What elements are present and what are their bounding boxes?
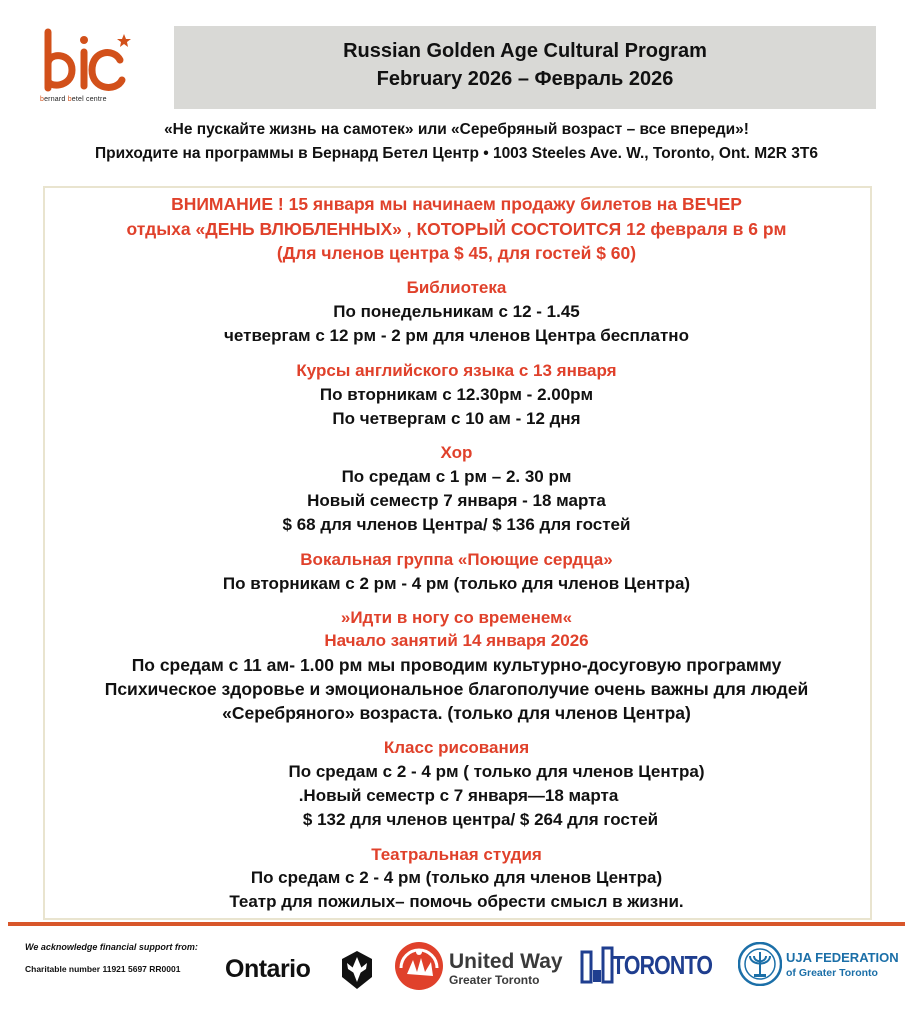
united-way-region: Greater Toronto (449, 973, 540, 987)
times-line-3: «Серебряного» возраста. (только для членов Центра) (222, 703, 691, 723)
page-title: Russian Golden Age Cultural Program (343, 40, 707, 62)
theatre-line-1: По средам с 2 - 4 pм (только для членов Центра) (250, 868, 663, 887)
attention-line-2: отдыха «ДЕНЬ ВЛЮБЛЕННЫХ» , КОТОРЫЙ СОСТОИТСЯ 12 февраля в 6 pм (126, 219, 787, 239)
acknowledgement-text: We acknowledge financial support from: (25, 942, 198, 952)
drawing-line-1: По средам с 2 - 4 pм ( только для членов Центра) (288, 762, 705, 781)
uja-federation-name: UJA FEDERATION (786, 950, 899, 965)
section-heading-choir: Хор (440, 443, 473, 462)
section-heading-drawing: Класс рисования (383, 738, 530, 757)
attention-line-3: (Для членов центра $ 45, для гостей $ 60) (276, 243, 637, 263)
logo-caption: bernard betel centre (40, 96, 107, 103)
drawing-line-3: $ 132 для членов центра/ $ 264 для гостей (302, 810, 659, 829)
times-subheading: Начало занятий 14 января 2026 (324, 631, 589, 650)
section-heading-times: »Идти в ногу со временем« (340, 608, 573, 627)
section-heading-library: Библиотека (406, 278, 507, 297)
choir-line-1: По средам с 1 pм – 2. 30 pм (341, 467, 572, 486)
vocal-line-1: По вторникам с 2 pм - 4 pм (только для членов Центра) (222, 574, 691, 593)
library-line-2: четвергам с 12 pм - 2 pм для членов Центра бесплатно (224, 326, 689, 345)
english-line-2: По четвергам с 10 aм - 12 дня (332, 409, 581, 428)
header-title-box (174, 26, 876, 109)
ontario-trillium-icon (338, 949, 376, 991)
times-line-1: По средам с 11 ам- 1.00 pм мы проводим культурно-досуговую программу (131, 655, 782, 675)
united-way-hand-icon (393, 940, 445, 992)
english-line-1: По вторникам с 12.30pм - 2.00pм (319, 385, 594, 404)
section-heading-theatre: Театральная студия (371, 845, 542, 864)
theatre-line-2: Театр для пожилых– помочь обрести смысл в жизни. (229, 892, 684, 911)
attention-line-1: ВНИМАНИЕ ! 15 января мы начинаем продажу билетов на ВЕЧЕР (171, 194, 742, 214)
drawing-line-2: .Новый семестр с 7 января—18 марта (298, 786, 619, 805)
choir-line-3: $ 68 для членов Центра/ $ 136 для гостей (282, 515, 631, 534)
uja-federation-region: of Greater Toronto (786, 967, 878, 979)
ontario-wordmark: Ontario (225, 955, 311, 983)
section-heading-vocal: Вокальная группа «Поющие сердца» (300, 550, 613, 569)
library-line-1: По понедельникам с 12 - 1.45 (333, 302, 580, 321)
intro-address: Приходите на программы в Бернард Бетел Центр • 1003 Steeles Ave. W., Toronto, Ont. M2R 3T6 (95, 145, 818, 162)
intro-slogan: «Не пускайте жизнь на самотек» или «Серебряный возраст – все впереди»! (164, 121, 749, 138)
page-subtitle-date: February 2026 – Февраль 2026 (376, 68, 674, 90)
uja-menorah-icon (738, 942, 782, 986)
choir-line-2: Новый семестр 7 января - 18 марта (307, 491, 606, 510)
charitable-number: Charitable number 11921 5697 RR0001 (25, 964, 181, 974)
section-heading-english: Курсы английского языка с 13 января (296, 361, 617, 380)
footer-divider (8, 922, 905, 926)
toronto-wordmark: TORONTO (612, 950, 713, 980)
toronto-city-hall-icon (578, 944, 616, 986)
times-line-2: Психическое здоровье и эмоциональное благополучие очень важны для людей (104, 679, 809, 699)
united-way-name: United Way (449, 950, 563, 973)
